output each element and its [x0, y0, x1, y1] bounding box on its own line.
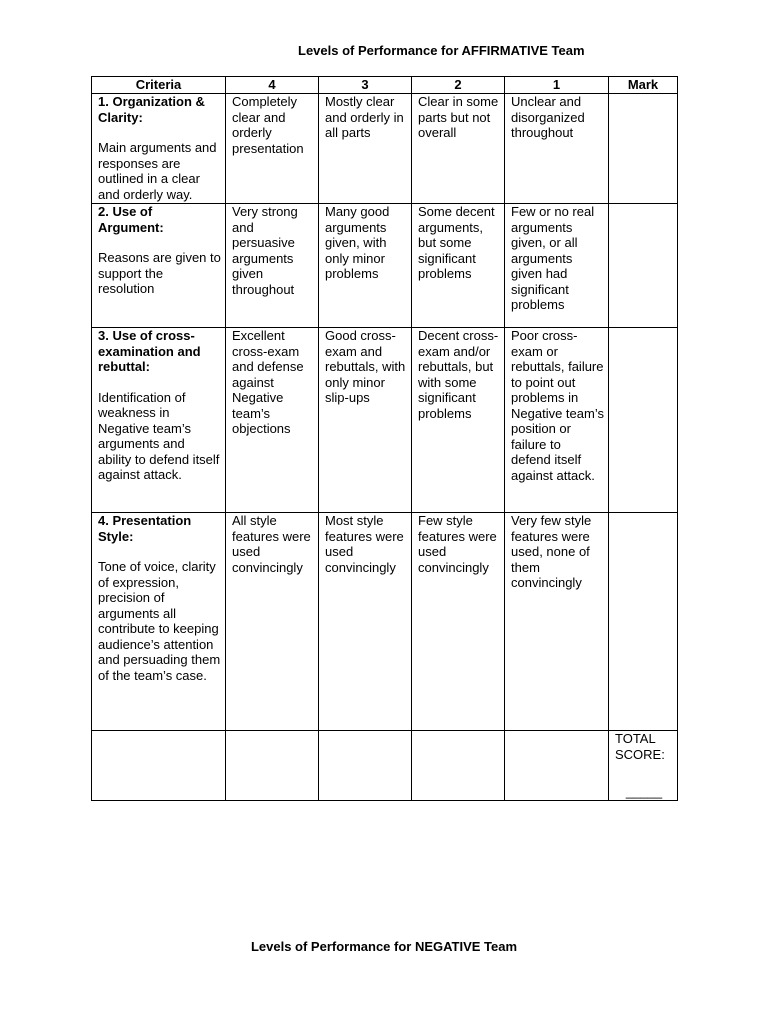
- level-3-cell: Many good arguments given, with only minor problems: [319, 204, 412, 328]
- level-1-cell: Unclear and disorganized throughout: [505, 94, 609, 204]
- criteria-cell: [92, 204, 226, 328]
- criteria-title: 2. Use of Argument:: [98, 204, 164, 235]
- mark-cell[interactable]: [609, 204, 678, 328]
- criteria-cell: [92, 328, 226, 513]
- criteria-cell: [92, 513, 226, 731]
- total-score-label: TOTAL SCORE:: [615, 731, 665, 762]
- table-row: [92, 328, 678, 513]
- rubric-table-affirmative: [91, 76, 678, 801]
- mark-cell[interactable]: [609, 94, 678, 204]
- level-4-cell: Completely clear and orderly presentation: [226, 94, 319, 204]
- empty-cell: [505, 731, 609, 801]
- table-row: [92, 513, 678, 731]
- criteria-cell: [92, 94, 226, 204]
- empty-cell: [92, 731, 226, 801]
- mark-cell[interactable]: [609, 513, 678, 731]
- level-3-cell: Most style features were used convincingly: [319, 513, 412, 731]
- level-4-cell: Excellent cross-exam and defense against Negative team’s objections: [226, 328, 319, 513]
- page-title-negative: Levels of Performance for NEGATIVE Team: [250, 939, 518, 954]
- criteria-description: Tone of voice, clarity of expression, precision of arguments all contribute to keeping audience’s attention and persuading them of the team’s case.: [98, 559, 221, 683]
- level-4-cell: Very strong and persuasive arguments given throughout: [226, 204, 319, 328]
- empty-cell: [226, 731, 319, 801]
- empty-cell: [412, 731, 505, 801]
- page-title-affirmative: Levels of Performance for AFFIRMATIVE Team: [298, 43, 585, 58]
- level-4-cell: All style features were used convincingly: [226, 513, 319, 731]
- total-score-cell[interactable]: [609, 731, 678, 801]
- level-3-cell: Good cross-exam and rebuttals, with only minor slip-ups: [319, 328, 412, 513]
- level-2-cell: Some decent arguments, but some significant problems: [412, 204, 505, 328]
- empty-cell: [319, 731, 412, 801]
- total-row: [92, 731, 678, 801]
- level-1-cell: Very few style features were used, none of them convincingly: [505, 513, 609, 731]
- header-criteria: Criteria: [92, 77, 226, 94]
- header-row: [92, 77, 678, 94]
- criteria-description: Main arguments and responses are outlined in a clear and orderly way.: [98, 140, 217, 202]
- level-2-cell: Decent cross-exam and/or rebuttals, but with some significant problems: [412, 328, 505, 513]
- criteria-description: Reasons are given to support the resolution: [98, 250, 221, 296]
- criteria-description: Identification of weakness in Negative team’s arguments and ability to defend itself against attack.: [98, 389, 220, 482]
- level-3-cell: Mostly clear and orderly in all parts: [319, 94, 412, 204]
- total-score-blank: _____: [625, 784, 663, 799]
- level-2-cell: Few style features were used convincingly: [412, 513, 505, 731]
- header-level-1: 1: [505, 77, 609, 94]
- header-level-2: 2: [412, 77, 505, 94]
- header-mark: Mark: [609, 77, 678, 94]
- criteria-title: 4. Presentation Style:: [98, 513, 192, 544]
- table-row: [92, 204, 678, 328]
- header-level-3: 3: [319, 77, 412, 94]
- level-1-cell: Few or no real arguments given, or all arguments given had significant problems: [505, 204, 609, 328]
- criteria-title: 1. Organization & Clarity:: [98, 94, 205, 125]
- level-1-cell: Poor cross-exam or rebuttals, failure to point out problems in Negative team’s position or failure to defend itself against attack.: [505, 328, 609, 513]
- mark-cell[interactable]: [609, 328, 678, 513]
- level-2-cell: Clear in some parts but not overall: [412, 94, 505, 204]
- header-level-4: 4: [226, 77, 319, 94]
- criteria-title: 3. Use of cross-examination and rebuttal:: [98, 328, 201, 374]
- table-row: [92, 94, 678, 204]
